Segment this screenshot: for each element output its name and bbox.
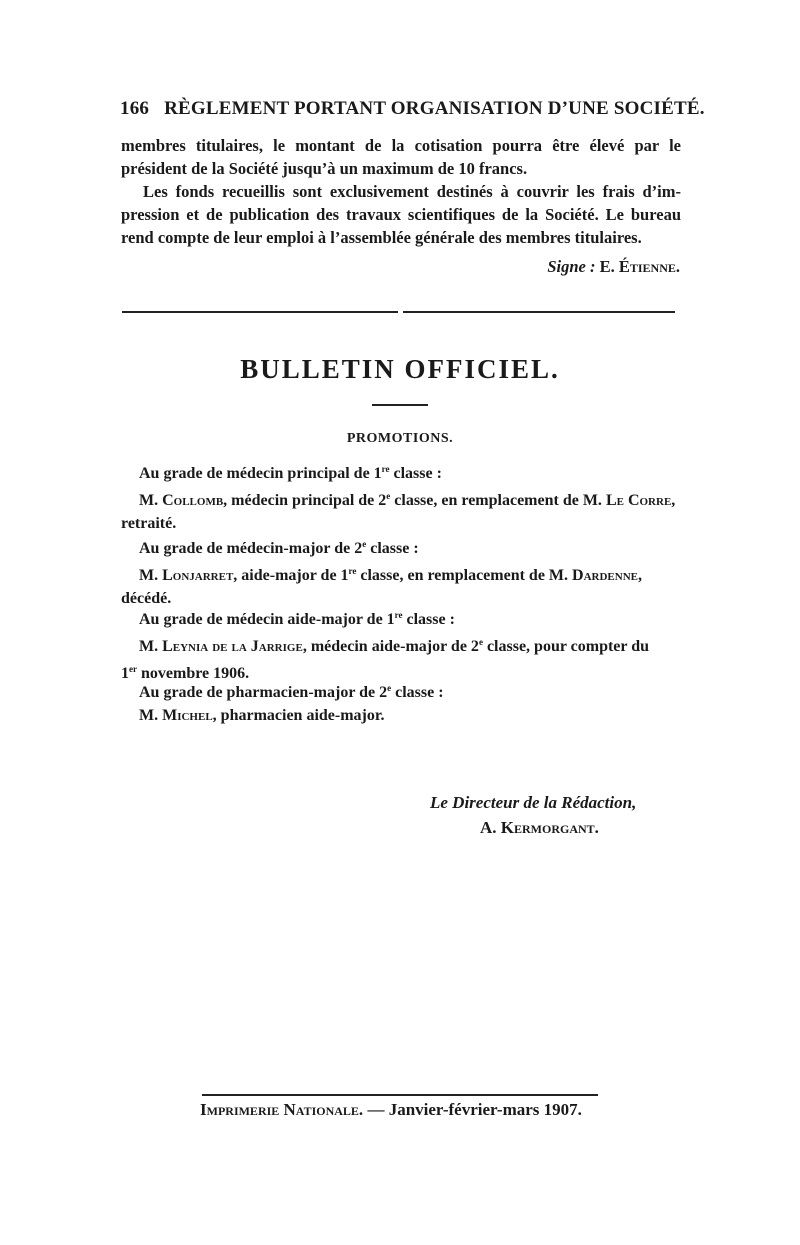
continuation-line: 1er novembre 1906. [121,664,250,682]
reglement-paragraph-1 [121,134,681,180]
text-line: rend compte de leur emploi à l’assemblée générale des membres titulaires. [121,228,642,247]
running-head [120,98,705,120]
promotion-entry [121,604,681,685]
director-title: Le Directeur de la Rédaction, [430,793,637,812]
printer-name: Imprimerie Nationale. [200,1100,364,1119]
separator-rule-left [122,311,398,313]
closing-signature [380,790,680,840]
text-line: pression et de publication des travaux scientifiques de la Société. Le bureau [121,205,681,224]
running-title: RÈGLEMENT PORTANT ORGANISATION D’UNE SOCIÉTÉ. [164,98,705,119]
imprint-line [200,1100,600,1120]
person-line: M. Collomb, médecin principal de 2e classe, en remplacement de M. Le Corre, [139,491,676,509]
page-number: 166 [120,98,150,119]
reglement-paragraph-2 [121,180,681,249]
reglement-signature [470,257,680,277]
person-line: M. Michel, pharmacien aide-major. [139,707,385,724]
text-line: membres titulaires, le montant de la cotisation pourra être élevé par le [121,136,681,155]
imprint-dash: — [363,1100,389,1119]
continuation-line: retraité. [121,515,177,532]
director-name: A. Kermorgant. [480,818,599,837]
promotion-entry [121,677,681,727]
separator-rule-right [403,311,675,313]
promotion-entry [121,458,681,535]
bulletin-title: BULLETIN OFFICIEL. [240,354,560,384]
text-line: Les fonds recueillis sont exclusivement destinés à couvrir les frais d’im- [143,182,681,201]
signature-label: Signe : [547,257,596,276]
text-line: président de la Société jusqu’à un maximum de 10 francs. [121,159,528,178]
grade-line: Au grade de pharmacien-major de 2e classe : [139,683,444,701]
imprint-rule [202,1094,598,1096]
grade-line: Au grade de médecin aide-major de 1re classe : [139,610,455,628]
promotion-entry [121,533,681,610]
section-heading: PROMOTIONS. [346,431,454,446]
person-line: M. Leynia de la Jarrige, médecin aide-major de 2e classe, pour compter du [139,637,650,655]
grade-line: Au grade de médecin principal de 1re classe : [139,464,442,482]
person-line: M. Lonjarret, aide-major de 1re classe, en remplacement de M. Dardenne, [139,566,642,584]
continuation-line: décédé. [121,590,172,607]
imprint-date: Janvier-février-mars 1907. [388,1100,582,1119]
title-underline [372,404,428,406]
signature-name: E. Étienne. [599,257,680,276]
grade-line: Au grade de médecin-major de 2e classe : [139,539,419,557]
